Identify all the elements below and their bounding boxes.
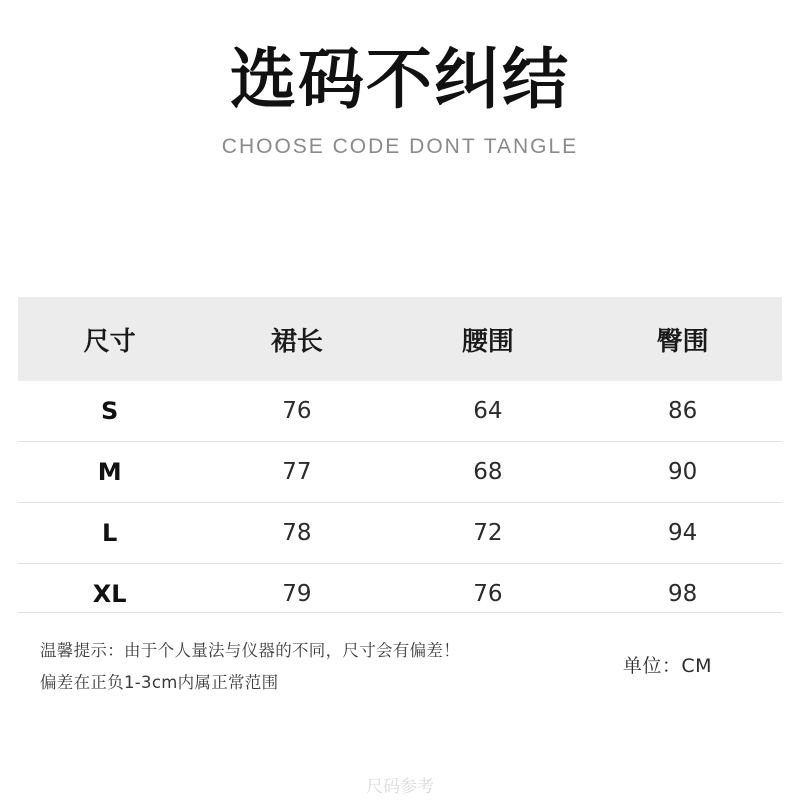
cell-waist: 72	[392, 503, 583, 564]
cell-waist: 76	[473, 581, 503, 607]
cell-hip: 94	[583, 503, 782, 564]
page-subtitle: CHOOSE CODE DONT TANGLE	[221, 135, 579, 159]
cell-hip: 98	[668, 581, 698, 607]
measurement-disclaimer	[18, 613, 460, 699]
cell-length: 79	[282, 581, 312, 607]
cell-size: S	[18, 381, 201, 442]
cell-size: XL	[92, 580, 127, 608]
cell-size: L	[18, 503, 201, 564]
bottom-faint-strip	[0, 774, 800, 800]
size-table	[18, 297, 782, 624]
disclaimer-line-1: 温馨提示：由于个人量法与仪器的不同，尺寸会有偏差！	[40, 641, 460, 660]
table-header	[18, 297, 782, 381]
table-row	[18, 442, 782, 503]
column-header-length: 裙长	[201, 297, 392, 381]
table-row	[18, 503, 782, 564]
cell-hip: 90	[583, 442, 782, 503]
bottom-faint-text: 尺码参考	[366, 777, 434, 797]
column-header-waist: 腰围	[392, 297, 583, 381]
cell-length: 77	[201, 442, 392, 503]
cell-waist: 64	[392, 381, 583, 442]
footer-note-row	[18, 612, 782, 721]
cell-hip: 86	[583, 381, 782, 442]
cell-waist: 68	[392, 442, 583, 503]
table-body	[18, 381, 782, 624]
column-header-hip: 臀围	[583, 297, 782, 381]
header	[0, 0, 800, 159]
size-table-container	[18, 297, 782, 624]
cell-length: 78	[201, 503, 392, 564]
cell-size: M	[18, 442, 201, 503]
column-header-size: 尺寸	[18, 297, 201, 381]
unit-label: 单位：CM	[622, 655, 712, 677]
table-header-row	[18, 297, 782, 381]
page-title: 选码不纠结	[230, 41, 570, 118]
cell-length: 76	[201, 381, 392, 442]
table-row	[18, 381, 782, 442]
disclaimer-line-2: 偏差在正负1-3cm内属正常范围	[40, 673, 279, 693]
